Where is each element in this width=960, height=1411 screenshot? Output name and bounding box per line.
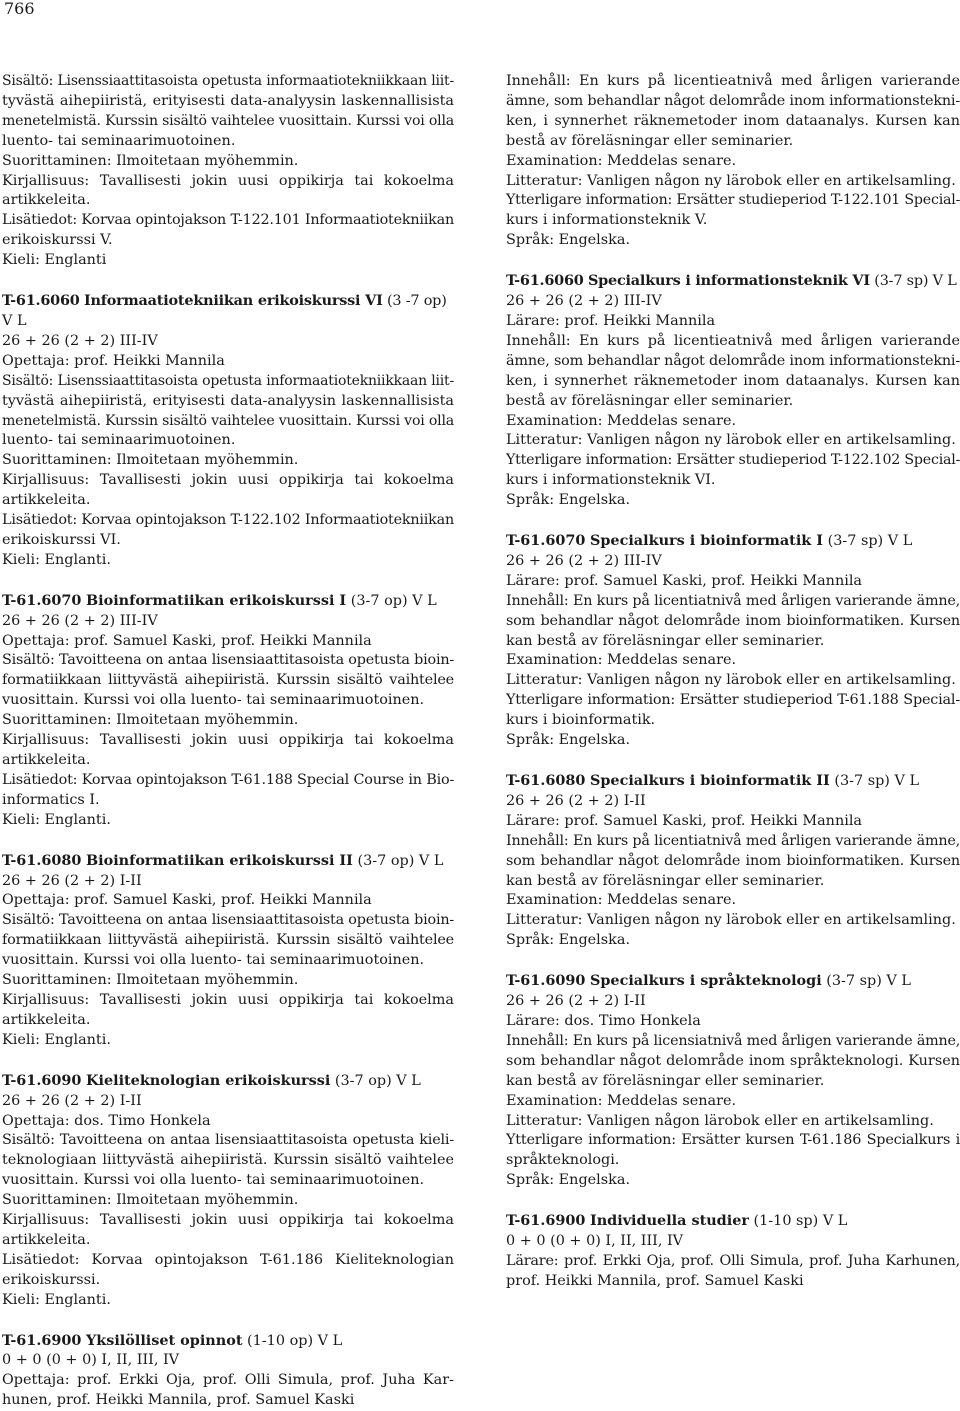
text-line: Innehåll: En kurs på licensiatnivå med årligen varierande ämne, — [506, 1032, 960, 1049]
text-line: 26 + 26 (2 + 2) III-IV — [506, 293, 662, 310]
course-title: Specialkurs i språkteknologi — [589, 972, 822, 990]
course-credits: (3-7 op) V L — [334, 1072, 421, 1089]
course-title: Kieliteknologian erikoiskurssi — [85, 1071, 331, 1089]
text-line: bestå av föreläsningar eller seminarier. — [506, 392, 794, 409]
text-line: Kieli: Englanti. — [2, 1031, 111, 1048]
text-line: Sisältö: Tavoitteena on antaa lisensiaattitasoista opetusta bioin- — [2, 652, 455, 669]
text-line: Kirjallisuus: Tavallisesti jokin uusi oppikirja tai kokoelma — [2, 472, 454, 489]
text-line: Lisätiedot: Korvaa opintojakson T-61.186 Kieliteknologian — [2, 1251, 454, 1268]
text-line: Innehåll: En kurs på licentiatnivå med årligen varierande ämne, — [506, 832, 960, 849]
course-heading — [2, 1071, 454, 1092]
text-line: erikoiskurssi VI. — [2, 531, 121, 548]
text-line: 26 + 26 (2 + 2) I-II — [506, 792, 646, 809]
text-line: vuosittain. Kurssi voi olla luento- tai seminaarimuotoinen. — [2, 692, 425, 709]
course-code: T-61.6090 — [2, 1071, 82, 1089]
course-credits: (3-7 sp) V L — [834, 773, 919, 789]
course-heading — [506, 771, 960, 792]
course-heading — [2, 851, 454, 872]
swedish-column — [506, 72, 960, 1292]
text-line: 0 + 0 (0 + 0) I, II, III, IV — [506, 1233, 684, 1250]
text-line: tyvästä aihepiiristä, erityisesti data-analyysin laskennallisista — [2, 92, 454, 109]
text-line: hunen, prof. Heikki Mannila, prof. Samuel Kaski — [2, 1392, 355, 1409]
text-line: artikkeleita. — [2, 492, 91, 509]
text-line: som behandlar något delområde inom bioinformatiken. Kursen — [506, 612, 960, 629]
course-heading — [506, 531, 960, 552]
course-code: T-61.6070 — [506, 532, 586, 550]
text-line: Språk: Engelska. — [506, 232, 631, 249]
course-credits: (3-7 op) V L — [350, 592, 437, 609]
text-line: erikoiskurssi. — [2, 1271, 101, 1288]
text-line: Opettaja: prof. Heikki Mannila — [2, 352, 225, 369]
text-line: artikkeleita. — [2, 1011, 91, 1028]
text-line: Suorittaminen: Ilmoitetaan myöhemmin. — [2, 1192, 299, 1209]
text-line: Suorittaminen: Ilmoitetaan myöhemmin. — [2, 452, 299, 469]
text-line: Kieli: Englanti. — [2, 551, 111, 568]
course-credits: (3 -7 op) — [386, 293, 447, 310]
text-line: Språk: Engelska. — [506, 492, 631, 509]
text-line: teknologiaan liittyvästä aihepiiristä. Kurssin sisältö vaihtelee — [2, 1152, 454, 1169]
text-line: Examination: Meddelas senare. — [506, 652, 737, 669]
text-line: Språk: Engelska. — [506, 1172, 631, 1189]
left-course-entry — [2, 1071, 454, 1311]
text-line: Litteratur: Vanligen någon lärobok eller en artikelsamling. — [506, 1112, 934, 1129]
right-course-entry — [506, 271, 960, 511]
course-heading — [2, 591, 454, 612]
text-line: Innehåll: En kurs på licentieatnivå med årligen varierande — [506, 332, 960, 349]
text-line: Sisältö: Lisenssiaattitasoista opetusta informaatiotekniikkaan liit- — [2, 73, 454, 89]
course-credits: (1-10 sp) V L — [753, 1213, 848, 1230]
right-course-entry — [506, 531, 960, 751]
text-line: Litteratur: Vanligen någon ny lärobok eller en artikelsamling. — [506, 432, 956, 449]
course-code: T-61.6080 — [506, 772, 586, 789]
course-heading — [2, 1331, 454, 1352]
text-line: 26 + 26 (2 + 2) III-IV — [2, 332, 158, 349]
text-line: menetelmistä. Kurssin sisältö vaihtelee vuosittain. Kurssi voi olla — [2, 412, 454, 429]
text-line: 26 + 26 (2 + 2) III-IV — [506, 552, 662, 569]
course-credits: (3-7 sp) V L — [826, 973, 911, 990]
text-line: artikkeleita. — [2, 1231, 91, 1248]
text-line: artikkeleita. — [2, 192, 91, 209]
course-code: T-61.6060 — [506, 272, 584, 290]
course-code: T-61.6080 — [2, 851, 82, 869]
text-line: Kieli: Englanti — [2, 252, 107, 269]
text-line: Lärare: dos. Timo Honkela — [506, 1012, 701, 1029]
text-line: ämne, som behandlar något delområde inom informationstekni- — [506, 92, 960, 109]
text-line: som behandlar något delområde inom språkteknologi. Kursen — [506, 1052, 960, 1069]
text-line: ken, i synnerhet räknemetoder inom dataanalys. Kursen kan — [506, 372, 960, 389]
course-title: Bioinformatiikan erikoiskurssi II — [85, 851, 353, 869]
course-title: Individuella studier — [589, 1212, 749, 1230]
course-credits: (3-7 op) V L — [357, 852, 444, 869]
text-line: Suorittaminen: Ilmoitetaan myöhemmin. — [2, 152, 299, 169]
course-credits: (1-10 op) V L — [247, 1332, 343, 1349]
course-title: Informaatiotekniikan erikoiskurssi VI — [83, 292, 383, 310]
text-line: Ytterligare information: Ersätter kursen T-61.186 Specialkurs i — [506, 1132, 960, 1149]
text-line: Språk: Engelska. — [506, 732, 631, 749]
text-line: Kirjallisuus: Tavallisesti jokin uusi oppikirja tai kokoelma — [2, 1212, 454, 1229]
text-line: Kirjallisuus: Tavallisesti jokin uusi oppikirja tai kokoelma — [2, 991, 454, 1008]
text-line: Kieli: Englanti. — [2, 1291, 111, 1308]
text-line: Lisätiedot: Korvaa opintojakson T-122.101 Informaatiotekniikan — [2, 212, 454, 229]
text-line: artikkeleita. — [2, 752, 91, 768]
text-line: kurs i informationsteknik V. — [506, 212, 708, 229]
text-line: luento- tai seminaarimuotoinen. — [2, 132, 236, 149]
text-line: Lärare: prof. Samuel Kaski, prof. Heikki Mannila — [506, 812, 862, 829]
text-line: Opettaja: prof. Erkki Oja, prof. Olli Simula, prof. Juha Kar- — [2, 1372, 454, 1389]
course-title: Yksilölliset opinnot — [85, 1331, 243, 1349]
text-line: Suorittaminen: Ilmoitetaan myöhemmin. — [2, 712, 299, 729]
text-line: Ytterligare information: Ersätter studieperiod T-61.188 Special- — [506, 692, 960, 709]
text-line: Examination: Meddelas senare. — [506, 892, 737, 909]
text-line: kan bestå av föreläsningar eller seminarier. — [506, 1072, 825, 1089]
text-line: Opettaja: prof. Samuel Kaski, prof. Heikki Mannila — [2, 632, 372, 649]
course-title: Specialkurs i bioinformatik II — [589, 772, 830, 789]
text-line: bestå av föreläsningar eller seminarier. — [506, 132, 794, 149]
text-line: ämne, som behandlar något delområde inom informationstekni- — [506, 352, 960, 369]
text-line: informatics I. — [2, 791, 100, 808]
course-heading — [2, 291, 454, 312]
course-heading — [506, 1211, 960, 1232]
text-line: Språk: Engelska. — [506, 932, 631, 949]
text-line: Examination: Meddelas senare. — [506, 412, 737, 429]
course-title: Specialkurs i informationsteknik VI — [587, 272, 870, 290]
text-line: 26 + 26 (2 + 2) III-IV — [2, 612, 158, 629]
text-line: erikoiskurssi V. — [2, 232, 113, 249]
course-heading — [506, 271, 960, 292]
right-course-entry — [506, 72, 960, 251]
text-line: Lärare: prof. Samuel Kaski, prof. Heikki Mannila — [506, 572, 862, 589]
right-course-entry — [506, 1211, 960, 1292]
text-line: språkteknologi. — [506, 1152, 620, 1169]
text-line: kan bestå av föreläsningar eller seminarier. — [506, 872, 825, 889]
course-credits: (3-7 sp) V L — [874, 273, 957, 290]
text-line: Litteratur: Vanligen någon ny lärobok eller en artikelsamling. — [506, 672, 956, 689]
text-line: Kirjallisuus: Tavallisesti jokin uusi oppikirja tai kokoelma — [2, 732, 454, 749]
text-line: 26 + 26 (2 + 2) I-II — [2, 1092, 142, 1109]
course-code: T-61.6900 — [2, 1331, 82, 1349]
text-line: 26 + 26 (2 + 2) I-II — [506, 993, 646, 1010]
text-line: som behandlar något delområde inom bioinformatiken. Kursen — [506, 852, 960, 869]
text-line: luento- tai seminaarimuotoinen. — [2, 432, 236, 449]
right-course-entry — [506, 771, 960, 951]
text-line: 0 + 0 (0 + 0) I, II, III, IV — [2, 1352, 180, 1369]
text-line: Lärare: prof. Erkki Oja, prof. Olli Simula, prof. Juha Karhunen, — [506, 1252, 960, 1269]
text-line: Lisätiedot: Korvaa opintojakson T-122.102 Informaatiotekniikan — [2, 512, 454, 529]
text-line: kurs i informationsteknik VI. — [506, 472, 716, 489]
text-line: Examination: Meddelas senare. — [506, 1092, 737, 1109]
text-line: Sisältö: Lisenssiaattitasoista opetusta informaatiotekniikkaan liit- — [2, 372, 454, 389]
text-line: Litteratur: Vanligen någon ny lärobok eller en artikelsamling. — [506, 172, 956, 189]
course-code: T-61.6900 — [506, 1212, 586, 1230]
text-line: Opettaja: dos. Timo Honkela — [2, 1112, 211, 1129]
course-title: Bioinformatiikan erikoiskurssi I — [85, 591, 347, 609]
finnish-column — [2, 72, 454, 1411]
text-line: kan bestå av föreläsningar eller seminarier. — [506, 632, 825, 649]
text-line: ken, i synnerhet räknemetoder inom dataanalys. Kursen kan — [506, 112, 960, 129]
course-period: V L — [2, 312, 27, 329]
text-line: Sisältö: Tavoitteena on antaa lisensiaattitasoista opetusta bioin- — [2, 912, 455, 929]
text-line: menetelmistä. Kurssin sisältö vaihtelee vuosittain. Kurssi voi olla — [2, 112, 454, 129]
page-number: 766 — [4, 0, 35, 18]
course-credits: (3-7 sp) V L — [827, 533, 913, 550]
text-line: Kirjallisuus: Tavallisesti jokin uusi oppikirja tai kokoelma — [2, 172, 454, 189]
text-line: formatiikkaan liittyvästä aihepiiristä. Kurssin sisältö vaihtelee — [2, 932, 454, 949]
course-code: T-61.6060 — [2, 292, 80, 310]
left-course-entry — [2, 591, 454, 831]
course-code: T-61.6070 — [2, 591, 82, 609]
text-line: Suorittaminen: Ilmoitetaan myöhemmin. — [2, 972, 299, 989]
text-line: prof. Heikki Mannila, prof. Samuel Kaski — [506, 1272, 804, 1289]
text-line: tyvästä aihepiiristä, erityisesti data-analyysin laskennallisista — [2, 392, 454, 409]
course-code: T-61.6090 — [506, 972, 586, 990]
course-title: Specialkurs i bioinformatik I — [589, 532, 824, 550]
text-line: Kieli: Englanti. — [2, 811, 111, 828]
text-line: Lisätiedot: Korvaa opintojakson T-61.188 Special Course in Bio- — [2, 771, 455, 788]
text-line: Ytterligare information: Ersätter studieperiod T-122.101 Special- — [506, 192, 960, 209]
left-course-entry — [2, 291, 454, 571]
text-line: 26 + 26 (2 + 2) I-II — [2, 872, 142, 889]
text-line: vuosittain. Kurssi voi olla luento- tai seminaarimuotoinen. — [2, 952, 425, 969]
right-course-entry — [506, 971, 960, 1191]
course-heading — [506, 971, 960, 992]
text-line: Innehåll: En kurs på licentieatnivå med årligen varierande — [506, 73, 960, 89]
text-line: kurs i bioinformatik. — [506, 712, 656, 729]
text-line: Ytterligare information: Ersätter studieperiod T-122.102 Special- — [506, 452, 960, 469]
text-line: Innehåll: En kurs på licentiatnivå med årligen varierande ämne, — [506, 592, 960, 609]
text-line: Litteratur: Vanligen någon ny lärobok eller en artikelsamling. — [506, 912, 956, 929]
text-line: Lärare: prof. Heikki Mannila — [506, 312, 716, 329]
left-course-entry — [2, 851, 454, 1051]
text-line: Sisältö: Tavoitteena on antaa lisensiaattitasoista opetusta kieli- — [2, 1132, 454, 1149]
left-course-entry — [2, 1331, 454, 1411]
text-line: Examination: Meddelas senare. — [506, 152, 737, 169]
text-line: vuosittain. Kurssi voi olla luento- tai seminaarimuotoinen. — [2, 1172, 425, 1189]
text-line: Opettaja: prof. Samuel Kaski, prof. Heikki Mannila — [2, 892, 372, 909]
text-line: formatiikkaan liittyvästä aihepiiristä. Kurssin sisältö vaihtelee — [2, 672, 454, 689]
left-course-entry — [2, 72, 454, 271]
